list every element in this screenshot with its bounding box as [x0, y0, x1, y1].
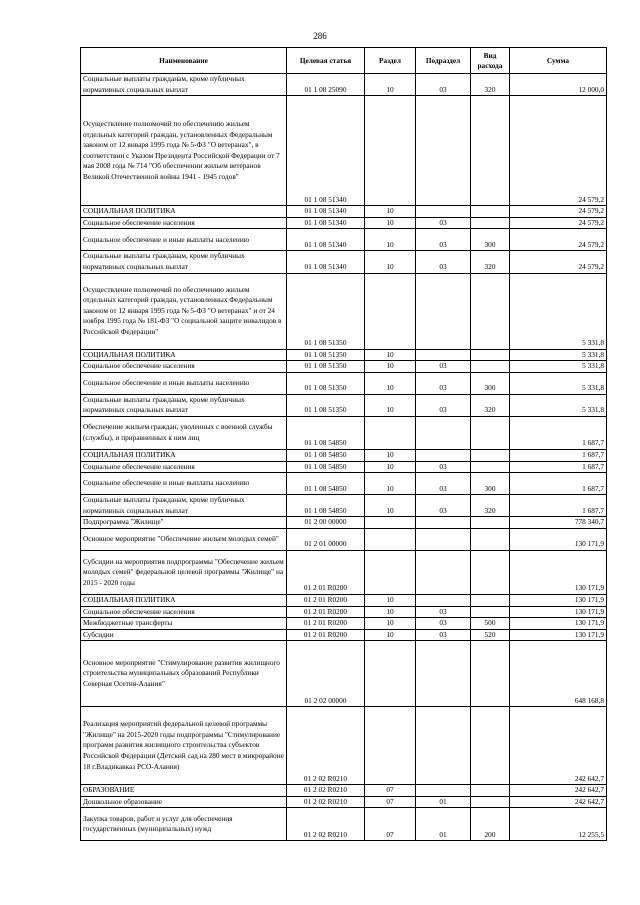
row-target-article: 01 1 08 54850	[287, 473, 365, 495]
row-name: СОЦИАЛЬНАЯ ПОЛИТИКА	[81, 349, 287, 361]
row-subsection	[416, 416, 471, 449]
row-target-article: 01 2 02 R0210	[287, 796, 365, 808]
row-subsection	[416, 206, 471, 218]
row-sum: 1 687,7	[510, 473, 607, 495]
row-expense-kind	[471, 707, 510, 785]
row-sum: 12 000,0	[510, 74, 607, 96]
row-section	[365, 517, 416, 529]
row-target-article: 01 1 08 51340	[287, 251, 365, 273]
row-subsection	[416, 528, 471, 550]
row-name: Основное мероприятие "Стимулирование развития жилищного строительства муниципальных образований Республики Северная Осетия-Алания"	[81, 641, 287, 707]
row-expense-kind	[471, 528, 510, 550]
row-target-article: 01 2 02 R0210	[287, 785, 365, 797]
header-subsection: Подраздел	[416, 48, 471, 74]
row-section: 10	[365, 251, 416, 273]
row-subsection: 01	[416, 796, 471, 808]
row-sum: 24 579,2	[510, 251, 607, 273]
table-row	[81, 394, 607, 416]
table-row	[81, 372, 607, 394]
table-row	[81, 416, 607, 449]
row-target-article: 01 1 08 25090	[287, 74, 365, 96]
table-row	[81, 251, 607, 273]
row-sum: 648 168,8	[510, 641, 607, 707]
header-sum: Сумма	[510, 48, 607, 74]
row-subsection: 03	[416, 251, 471, 273]
budget-table	[80, 47, 607, 841]
row-expense-kind	[471, 273, 510, 349]
row-subsection: 03	[416, 629, 471, 641]
row-expense-kind: 320	[471, 394, 510, 416]
row-name: Межбюджетные трансферты	[81, 618, 287, 630]
row-name: Социальное обеспечение населения	[81, 461, 287, 473]
row-expense-kind	[471, 641, 510, 707]
row-subsection: 03	[416, 473, 471, 495]
row-sum: 24 579,2	[510, 229, 607, 251]
row-section: 10	[365, 361, 416, 373]
row-section	[365, 96, 416, 206]
row-subsection: 03	[416, 361, 471, 373]
row-target-article: 01 1 08 51340	[287, 206, 365, 218]
row-section	[365, 528, 416, 550]
table-row	[81, 361, 607, 373]
row-name: Социальное обеспечение населения	[81, 217, 287, 229]
table-row	[81, 473, 607, 495]
table-row	[81, 495, 607, 517]
row-expense-kind: 300	[471, 473, 510, 495]
row-sum: 5 331,8	[510, 394, 607, 416]
row-name: Осуществление полномочий по обеспечению жильем отдельных категорий граждан, установленных Федеральным законом от 12 января 1995 года № 5-ФЗ "О ветеранах" и от 24 ноября 1995 года № 181-ФЗ "О социальной защите инвалидов в Российской Федерации"	[81, 273, 287, 349]
row-target-article: 01 1 08 51350	[287, 394, 365, 416]
row-name: Основное мероприятие "Обеспечение жильем молодых семей"	[81, 528, 287, 550]
row-section: 10	[365, 349, 416, 361]
row-sum: 242 642,7	[510, 796, 607, 808]
row-target-article: 01 2 01 00000	[287, 528, 365, 550]
table-row	[81, 594, 607, 606]
table-row	[81, 349, 607, 361]
row-expense-kind: 520	[471, 629, 510, 641]
table-row	[81, 449, 607, 461]
row-target-article: 01 2 02 R0210	[287, 808, 365, 841]
row-subsection	[416, 641, 471, 707]
row-subsection: 03	[416, 217, 471, 229]
row-name: Социальные выплаты гражданам, кроме публичных нормативных социальных выплат	[81, 251, 287, 273]
row-sum: 242 642,7	[510, 785, 607, 797]
row-sum: 130 171,9	[510, 629, 607, 641]
row-target-article: 01 1 08 51350	[287, 372, 365, 394]
row-name: Социальное обеспечение и иные выплаты населению	[81, 372, 287, 394]
row-sum: 5 331,8	[510, 361, 607, 373]
row-subsection: 03	[416, 372, 471, 394]
row-expense-kind	[471, 361, 510, 373]
row-target-article: 01 2 01 R0200	[287, 550, 365, 594]
row-section: 10	[365, 372, 416, 394]
row-section: 10	[365, 394, 416, 416]
row-name: Социальные выплаты гражданам, кроме публичных нормативных социальных выплат	[81, 74, 287, 96]
row-name: Социальное обеспечение населения	[81, 606, 287, 618]
row-expense-kind	[471, 796, 510, 808]
table-row	[81, 785, 607, 797]
row-subsection: 03	[416, 394, 471, 416]
row-section: 10	[365, 618, 416, 630]
row-section: 10	[365, 449, 416, 461]
row-section: 07	[365, 808, 416, 841]
table-row	[81, 528, 607, 550]
header-target-article: Целевая статья	[287, 48, 365, 74]
row-section: 10	[365, 495, 416, 517]
row-name: Субсидии	[81, 629, 287, 641]
row-expense-kind: 300	[471, 229, 510, 251]
header-expense-kind: Вид расхода	[471, 48, 510, 74]
row-expense-kind	[471, 349, 510, 361]
row-section	[365, 707, 416, 785]
row-name: Социальное обеспечение и иные выплаты населению	[81, 229, 287, 251]
row-section	[365, 550, 416, 594]
row-sum: 24 579,2	[510, 217, 607, 229]
row-section: 10	[365, 629, 416, 641]
row-sum: 130 171,9	[510, 606, 607, 618]
row-sum: 12 255,5	[510, 808, 607, 841]
row-sum: 1 687,7	[510, 449, 607, 461]
row-name: ОБРАЗОВАНИЕ	[81, 785, 287, 797]
row-target-article: 01 1 08 54850	[287, 449, 365, 461]
row-sum: 5 331,8	[510, 372, 607, 394]
row-section	[365, 273, 416, 349]
row-subsection	[416, 449, 471, 461]
table-row	[81, 206, 607, 218]
row-expense-kind	[471, 96, 510, 206]
table-row	[81, 641, 607, 707]
row-subsection: 01	[416, 808, 471, 841]
row-expense-kind: 320	[471, 74, 510, 96]
row-subsection	[416, 517, 471, 529]
row-expense-kind	[471, 550, 510, 594]
row-sum: 5 331,8	[510, 349, 607, 361]
row-target-article: 01 2 01 R0200	[287, 629, 365, 641]
row-sum: 130 171,9	[510, 528, 607, 550]
row-sum: 1 687,7	[510, 495, 607, 517]
row-expense-kind	[471, 416, 510, 449]
row-name: Субсидии на мероприятия подпрограммы "Обеспечение жильем молодых семей" федеральной целевой программы "Жилище" на 2015 - 2020 годы	[81, 550, 287, 594]
row-expense-kind	[471, 785, 510, 797]
row-target-article: 01 1 08 54850	[287, 495, 365, 517]
table-row	[81, 707, 607, 785]
row-name: Социальное обеспечение и иные выплаты населению	[81, 473, 287, 495]
row-sum: 130 171,9	[510, 550, 607, 594]
row-target-article: 01 2 02 00000	[287, 641, 365, 707]
row-section: 10	[365, 473, 416, 495]
row-target-article: 01 2 01 R0200	[287, 618, 365, 630]
row-section: 10	[365, 74, 416, 96]
row-subsection: 03	[416, 461, 471, 473]
table-row	[81, 517, 607, 529]
row-subsection: 03	[416, 495, 471, 517]
row-expense-kind: 200	[471, 808, 510, 841]
row-section: 10	[365, 594, 416, 606]
row-subsection: 03	[416, 74, 471, 96]
table-row	[81, 808, 607, 841]
row-sum: 24 579,2	[510, 206, 607, 218]
row-name: СОЦИАЛЬНАЯ ПОЛИТИКА	[81, 449, 287, 461]
row-sum: 242 642,7	[510, 707, 607, 785]
row-target-article: 01 1 08 51350	[287, 273, 365, 349]
row-target-article: 01 1 08 51350	[287, 349, 365, 361]
table-row	[81, 74, 607, 96]
table-header-row	[81, 48, 607, 74]
row-subsection	[416, 349, 471, 361]
row-expense-kind	[471, 449, 510, 461]
row-target-article: 01 1 08 54850	[287, 461, 365, 473]
table-row	[81, 550, 607, 594]
row-section: 10	[365, 461, 416, 473]
row-expense-kind: 500	[471, 618, 510, 630]
row-subsection	[416, 96, 471, 206]
row-name: Обеспечение жильем граждан, уволенных с военной службы (службы), и приравненных к ним лиц	[81, 416, 287, 449]
row-subsection	[416, 273, 471, 349]
row-expense-kind	[471, 206, 510, 218]
row-target-article: 01 1 08 51340	[287, 229, 365, 251]
row-sum: 5 331,8	[510, 273, 607, 349]
row-sum: 1 687,7	[510, 461, 607, 473]
table-row	[81, 618, 607, 630]
row-sum: 778 340,7	[510, 517, 607, 529]
row-expense-kind	[471, 517, 510, 529]
row-subsection: 03	[416, 618, 471, 630]
row-name: Реализация мероприятий федеральной целевой программы "Жилище" на 2015-2020 годы подпрограммы "Стимулирование программ развития жилищного строительства субъектов Российской Федерации (Детский сад на 280 мест в микрорайоне 18 г.Владикавказ РСО-Алания)	[81, 707, 287, 785]
table-row	[81, 229, 607, 251]
header-section: Раздел	[365, 48, 416, 74]
row-section: 10	[365, 606, 416, 618]
table-row	[81, 273, 607, 349]
row-section	[365, 641, 416, 707]
row-name: СОЦИАЛЬНАЯ ПОЛИТИКА	[81, 206, 287, 218]
table-row	[81, 629, 607, 641]
row-expense-kind: 320	[471, 495, 510, 517]
row-name: Социальное обеспечение населения	[81, 361, 287, 373]
row-section: 10	[365, 217, 416, 229]
row-name: Социальные выплаты гражданам, кроме публичных нормативных социальных выплат	[81, 495, 287, 517]
row-target-article: 01 1 08 51340	[287, 96, 365, 206]
row-subsection: 03	[416, 606, 471, 618]
row-sum: 130 171,9	[510, 594, 607, 606]
row-section	[365, 416, 416, 449]
row-name: Дошкольное образование	[81, 796, 287, 808]
table-row	[81, 96, 607, 206]
header-name: Наименование	[81, 48, 287, 74]
row-target-article: 01 2 02 R0210	[287, 707, 365, 785]
row-subsection	[416, 594, 471, 606]
row-target-article: 01 1 08 54850	[287, 416, 365, 449]
row-target-article: 01 1 08 51350	[287, 361, 365, 373]
row-target-article: 01 2 01 R0200	[287, 606, 365, 618]
row-expense-kind	[471, 217, 510, 229]
table-row	[81, 217, 607, 229]
row-subsection: 03	[416, 229, 471, 251]
table-row	[81, 796, 607, 808]
row-subsection	[416, 785, 471, 797]
row-sum: 24 579,2	[510, 96, 607, 206]
row-name: СОЦИАЛЬНАЯ ПОЛИТИКА	[81, 594, 287, 606]
row-expense-kind: 300	[471, 372, 510, 394]
row-target-article: 01 2 00 00000	[287, 517, 365, 529]
row-section: 07	[365, 796, 416, 808]
row-name: Социальные выплаты гражданам, кроме публичных нормативных социальных выплат	[81, 394, 287, 416]
row-name: Закупка товаров, работ и услуг для обеспечения государственных (муниципальных) нужд	[81, 808, 287, 841]
row-expense-kind	[471, 606, 510, 618]
row-target-article: 01 2 01 R0200	[287, 594, 365, 606]
table-row	[81, 461, 607, 473]
row-subsection	[416, 550, 471, 594]
row-sum: 130 171,9	[510, 618, 607, 630]
row-subsection	[416, 707, 471, 785]
row-name: Осуществление полномочий по обеспечению жильем отдельных категорий граждан, установленных Федеральным законом от 12 января 1995 года № 5-ФЗ "О ветеранах", в соответствии с Указом Президента Российской Федерации от 7 мая 2008 года № 714 "Об обеспечении жильем ветеранов Великой Отечественной войны 1941 - 1945 годов"	[81, 96, 287, 206]
page-number: 286	[313, 31, 327, 41]
row-section: 10	[365, 206, 416, 218]
row-section: 07	[365, 785, 416, 797]
row-section: 10	[365, 229, 416, 251]
row-expense-kind	[471, 461, 510, 473]
table-row	[81, 606, 607, 618]
row-target-article: 01 1 08 51340	[287, 217, 365, 229]
row-expense-kind: 320	[471, 251, 510, 273]
row-expense-kind	[471, 594, 510, 606]
row-sum: 1 687,7	[510, 416, 607, 449]
row-name: Подпрограмма "Жилище"	[81, 517, 287, 529]
